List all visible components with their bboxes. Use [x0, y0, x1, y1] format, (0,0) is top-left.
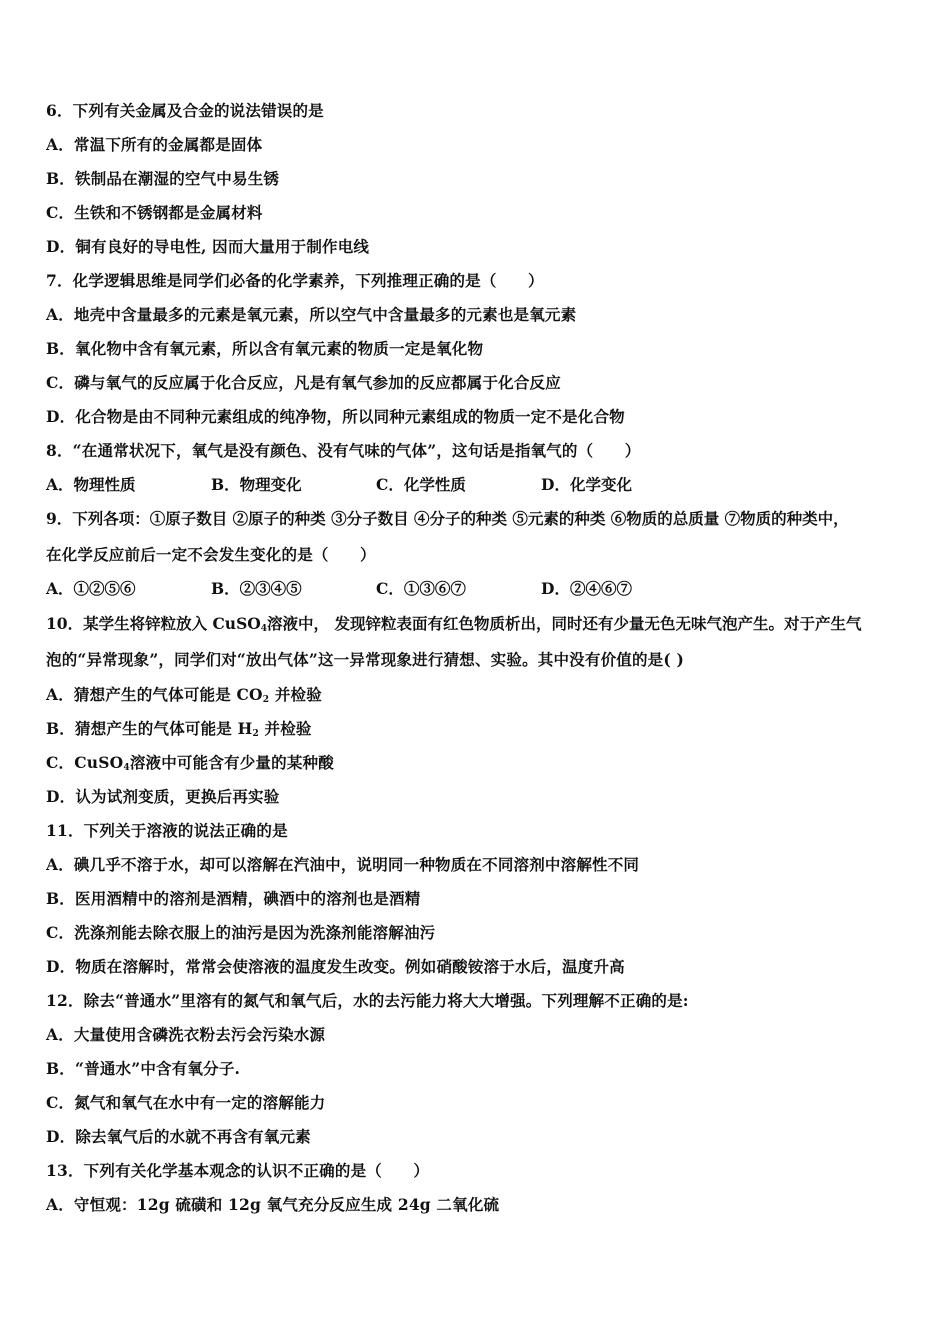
q10-stem-pre: 10．某学生将锌粒放入 CuSO [46, 614, 261, 633]
q6-option-c: C．生铁和不锈钢都是金属材料 [46, 203, 263, 222]
q12-option-b: B．“普通水”中含有氧分子. [46, 1059, 241, 1078]
q8-option-a: A．物理性质 [46, 475, 136, 494]
q7-option-b: B．氧化物中含有氧元素，所以含有氧元素的物质一定是氧化物 [46, 339, 484, 358]
q10-option-c-pre: C．CuSO [46, 753, 124, 772]
q10-option-a [46, 685, 322, 710]
q13-option-a: A．守恒观：12g 硫磺和 12g 氧气充分反应生成 24g 二氧化硫 [46, 1195, 500, 1214]
q10-stem-subscript: 4 [260, 624, 268, 634]
q10-stem-line2: 泡的“异常现象”，同学们对“放出气体”这一异常现象进行猜想、实验。其中没有价值的是( ) [46, 650, 685, 669]
q9-option-c: C．①③⑥⑦ [376, 579, 466, 598]
q10-option-b [46, 719, 312, 744]
q9-option-b: B．②③④⑤ [211, 579, 302, 598]
q10-option-b-subscript: 2 [252, 729, 259, 739]
q12-stem: 12．除去“普通水”里溶有的氮气和氧气后，水的去污能力将大大增强。下列理解不正确的是: [46, 991, 689, 1010]
q11-option-d: D．物质在溶解时，常常会使溶液的温度发生改变。例如硝酸铵溶于水后，温度升高 [46, 957, 625, 976]
q9-option-a: A．①②⑤⑥ [46, 579, 136, 598]
q7-option-c: C．磷与氧气的反应属于化合反应，凡是有氧气参加的反应都属于化合反应 [46, 373, 561, 392]
q6-option-b: B．铁制品在潮湿的空气中易生锈 [46, 169, 280, 188]
q10-option-c-post: 溶液中可能含有少量的某种酸 [129, 753, 334, 772]
q6-stem: 6．下列有关金属及合金的说法错误的是 [46, 101, 324, 120]
q10-option-a-post: 并检验 [269, 685, 322, 704]
q9-option-d: D．②④⑥⑦ [541, 579, 632, 598]
q7-stem: 7．化学逻辑思维是同学们必备的化学素养，下列推理正确的是（ ） [46, 271, 544, 290]
q8-stem: 8．“在通常状况下，氧气是没有颜色、没有气味的气体”，这句话是指氧气的（ ） [46, 441, 641, 460]
q10-option-b-post: 并检验 [258, 719, 312, 738]
q8-option-d: D．化学变化 [541, 475, 632, 494]
q11-option-a: A．碘几乎不溶于水，却可以溶解在汽油中，说明同一种物质在不同溶剂中溶解性不同 [46, 855, 640, 874]
q10-stem-post: 溶液中， 发现锌粒表面有红色物质析出，同时还有少量无色无味气泡产生。对于产生气 [267, 614, 862, 633]
q11-option-c: C．洗涤剂能去除衣服上的油污是因为洗涤剂能溶解油污 [46, 923, 436, 942]
q10-option-b-pre: B．猜想产生的气体可能是 H [46, 719, 253, 738]
q10-option-d: D．认为试剂变质，更换后再实验 [46, 787, 280, 806]
q10-option-c-subscript: 4 [123, 763, 130, 773]
q13-stem: 13．下列有关化学基本观念的认识不正确的是（ ） [46, 1161, 430, 1180]
q7-option-d: D．化合物是由不同种元素组成的纯净物，所以同种元素组成的物质一定不是化合物 [46, 407, 625, 426]
q9-stem-line2: 在化学反应前后一定不会发生变化的是（ ） [46, 545, 376, 564]
q6-option-d: D．铜有良好的导电性, 因而大量用于制作电线 [46, 237, 370, 256]
q12-option-c: C．氮气和氧气在水中有一定的溶解能力 [46, 1093, 326, 1112]
q10-stem-line1 [46, 614, 861, 639]
q10-option-a-pre: A．猜想产生的气体可能是 CO [46, 685, 263, 704]
q11-stem: 11．下列关于溶液的说法正确的是 [46, 821, 288, 840]
q12-option-a: A．大量使用含磷洗衣粉去污会污染水源 [46, 1025, 326, 1044]
q9-stem-line1: 9．下列各项：①原子数目 ②原子的种类 ③分子数目 ④分子的种类 ⑤元素的种类 ⑥物质的总质量 ⑦物质的种类中， [46, 509, 849, 528]
q12-option-d: D．除去氧气后的水就不再含有氧元素 [46, 1127, 311, 1146]
q11-option-b: B．医用酒精中的溶剂是酒精，碘酒中的溶剂也是酒精 [46, 889, 421, 908]
q8-option-c: C．化学性质 [376, 475, 466, 494]
q10-option-a-subscript: 2 [262, 695, 270, 705]
q8-option-b: B．物理变化 [211, 475, 302, 494]
q10-option-c [46, 753, 334, 778]
q7-option-a: A．地壳中含量最多的元素是氧元素，所以空气中含量最多的元素也是氧元素 [46, 305, 577, 324]
q6-option-a: A．常温下所有的金属都是固体 [46, 135, 263, 154]
